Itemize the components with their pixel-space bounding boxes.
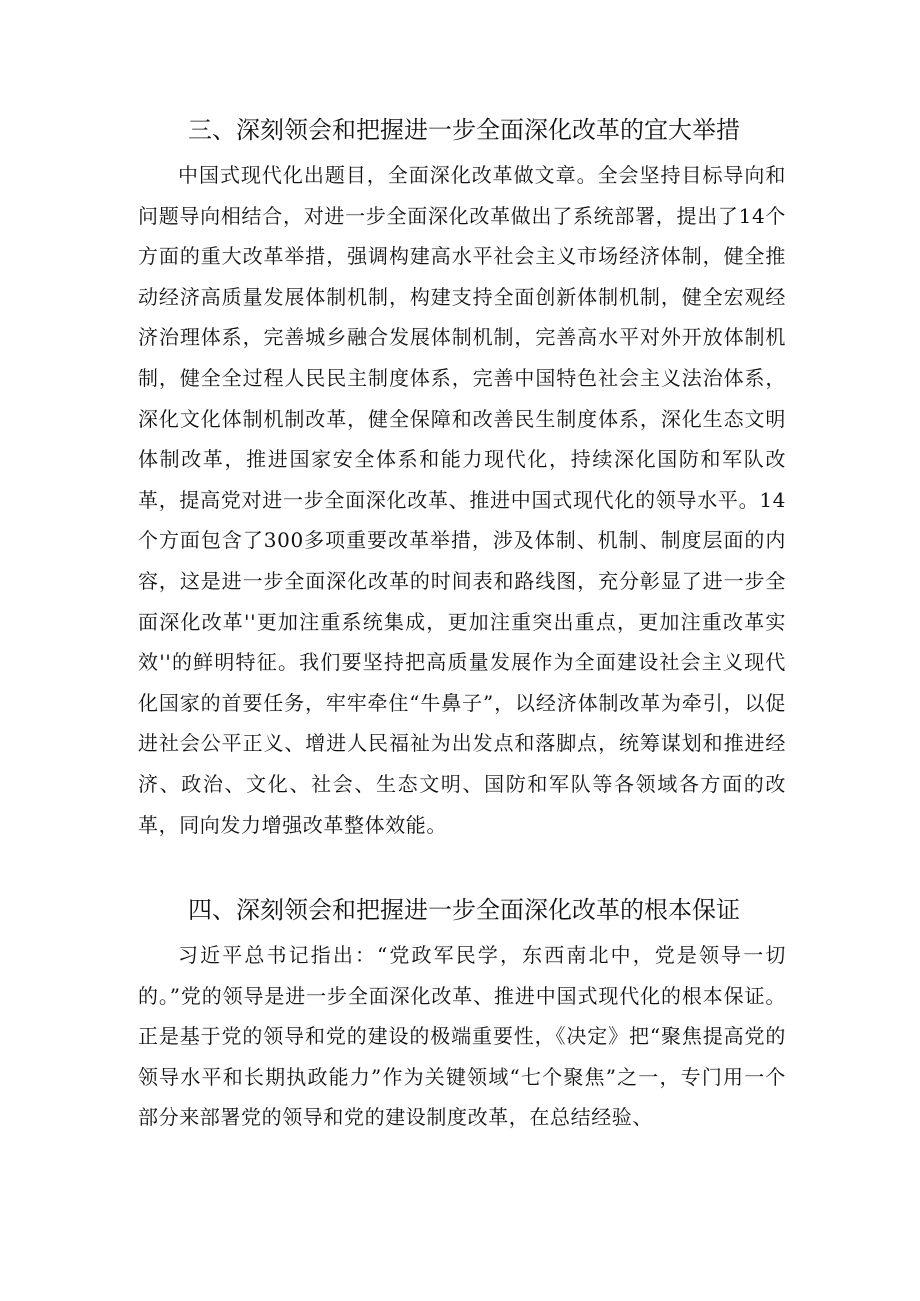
- section-paragraph-4: 习近平总书记指出：“党政军民学，东西南北中，党是领导一切的。”党的领导是进一步全面深化改革、推进中国式现代化的根本保证。正是基于党的领导和党的建设的极端重要性，《决定》把“聚焦提高党的领导水平和长期执政能力”作为关键领域“七个聚焦”之一，专门用一个部分来部署党的领导和党的建设制度改革，在总结经验、: [138, 943, 786, 1130]
- section-paragraph-3: 中国式现代化出题目，全面深化改革做文章。全会坚持目标导向和问题导向相结合，对进一步全面深化改革做出了系统部署，提出了14个方面的重大改革举措，强调构建高水平社会主义市场经济体制，健全推动经济高质量发展体制机制，构建支持全面创新体制机制，健全宏观经济治理体系，完善城乡融合发展体制机制，完善高水平对外开放体制机制，健全全过程人民民主制度体系，完善中国特色社会主义法治体系，深化文化体制机制改革，健全保障和改善民生制度体系，深化生态文明体制改革，推进国家安全体系和能力现代化，持续深化国防和军队改革，提高党对进一步全面深化改革、推进中国式现代化的领导水平。14个方面包含了300多项重要改革举措，涉及体制、机制、制度层面的内容，这是进一步全面深化改革的时间表和路线图，充分彰显了进一步全面深化改革''更加注重系统集成，更加注重突出重点，更加注重改革实效''的鲜明特征。我们要坚持把高质量发展作为全面建设社会主义现代化国家的首要任务，牢牢牵住“牛鼻子”，以经济体制改革为牵引，以促进社会公平正义、增进人民福祉为出发点和落脚点，统筹谋划和推进经济、政治、文化、社会、生态文明、国防和军队等各领域各方面的改革，同向发力增强改革整体效能。: [138, 163, 786, 837]
- section-heading-4: 四、深刻领会和把握进一步全面深化改革的根本保证: [188, 896, 740, 924]
- section-heading-3: 三、深刻领会和把握进一步全面深化改革的宜大举措: [188, 116, 740, 144]
